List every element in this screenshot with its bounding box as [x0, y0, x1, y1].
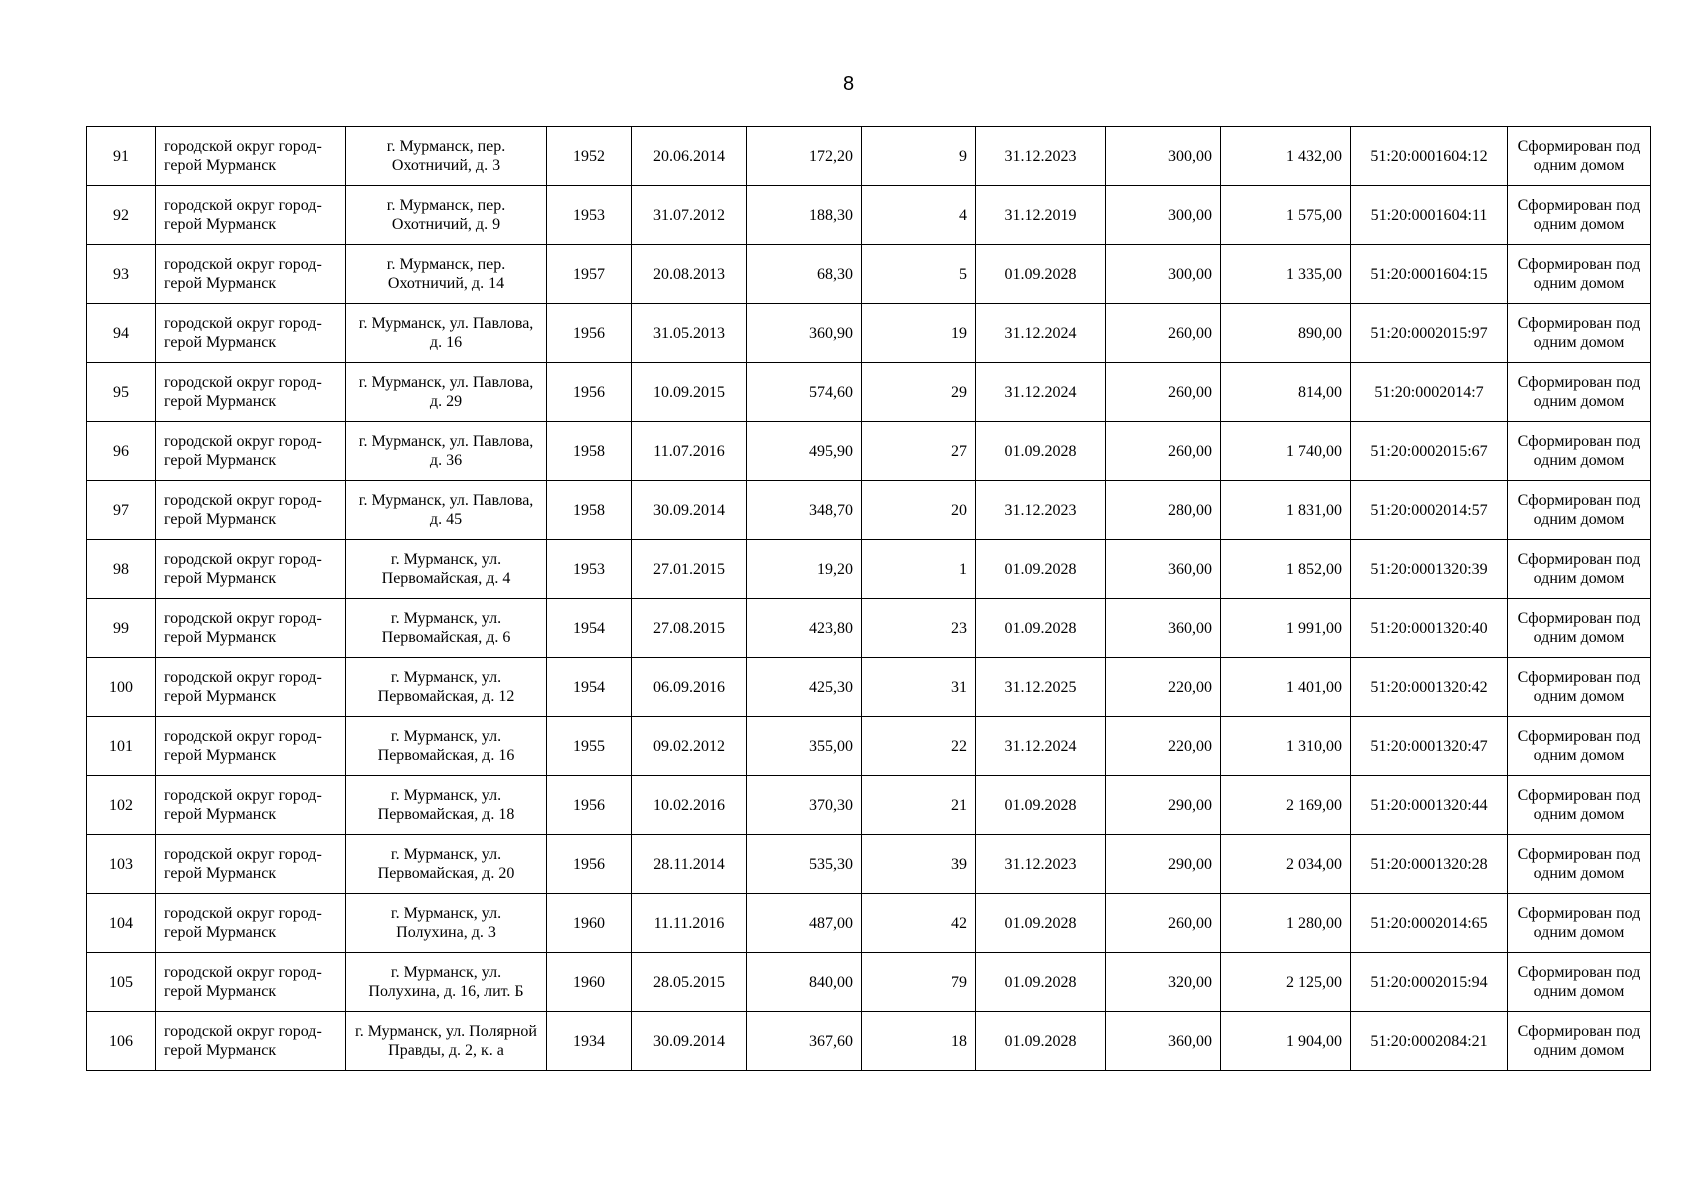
municipality-cell: городской округ город-герой Мурманск [156, 422, 346, 481]
residents-cell: 21 [862, 776, 976, 835]
area3-cell: 814,00 [1221, 363, 1351, 422]
deadline-cell: 31.12.2023 [976, 127, 1106, 186]
year-cell: 1956 [547, 835, 632, 894]
municipality-cell: городской округ город-герой Мурманск [156, 245, 346, 304]
area-cell: 370,30 [747, 776, 862, 835]
cadastral-number-cell: 51:20:0002015:67 [1351, 422, 1508, 481]
area3-cell: 1 831,00 [1221, 481, 1351, 540]
status-cell: Сформирован под одним домом [1508, 953, 1651, 1012]
table-row [87, 776, 1651, 835]
cadastral-number-cell: 51:20:0001604:12 [1351, 127, 1508, 186]
year-cell: 1958 [547, 422, 632, 481]
area3-cell: 2 169,00 [1221, 776, 1351, 835]
area3-cell: 890,00 [1221, 304, 1351, 363]
area2-cell: 320,00 [1106, 953, 1221, 1012]
date-cell: 20.08.2013 [632, 245, 747, 304]
table-row [87, 1012, 1651, 1071]
area3-cell: 1 432,00 [1221, 127, 1351, 186]
area-cell: 188,30 [747, 186, 862, 245]
table-row [87, 835, 1651, 894]
deadline-cell: 01.09.2028 [976, 1012, 1106, 1071]
area2-cell: 300,00 [1106, 245, 1221, 304]
residents-cell: 9 [862, 127, 976, 186]
area3-cell: 1 904,00 [1221, 1012, 1351, 1071]
area-cell: 367,60 [747, 1012, 862, 1071]
area-cell: 19,20 [747, 540, 862, 599]
area3-cell: 1 401,00 [1221, 658, 1351, 717]
deadline-cell: 01.09.2028 [976, 540, 1106, 599]
area-cell: 840,00 [747, 953, 862, 1012]
year-cell: 1956 [547, 776, 632, 835]
status-cell: Сформирован под одним домом [1508, 894, 1651, 953]
residents-cell: 1 [862, 540, 976, 599]
address-cell: г. Мурманск, пер. Охотничий, д. 14 [346, 245, 547, 304]
area2-cell: 300,00 [1106, 127, 1221, 186]
municipality-cell: городской округ город-герой Мурманск [156, 1012, 346, 1071]
status-cell: Сформирован под одним домом [1508, 481, 1651, 540]
area-cell: 172,20 [747, 127, 862, 186]
year-cell: 1955 [547, 717, 632, 776]
municipality-cell: городской округ город-герой Мурманск [156, 599, 346, 658]
deadline-cell: 31.12.2024 [976, 304, 1106, 363]
municipality-cell: городской округ город-герой Мурманск [156, 186, 346, 245]
area2-cell: 360,00 [1106, 599, 1221, 658]
municipality-cell: городской округ город-герой Мурманск [156, 363, 346, 422]
area2-cell: 260,00 [1106, 304, 1221, 363]
residents-cell: 22 [862, 717, 976, 776]
status-cell: Сформирован под одним домом [1508, 717, 1651, 776]
residents-cell: 31 [862, 658, 976, 717]
row-number: 96 [87, 422, 156, 481]
address-cell: г. Мурманск, ул. Полярной Правды, д. 2, к. а [346, 1012, 547, 1071]
cadastral-number-cell: 51:20:0002014:65 [1351, 894, 1508, 953]
date-cell: 28.11.2014 [632, 835, 747, 894]
table-row [87, 304, 1651, 363]
date-cell: 28.05.2015 [632, 953, 747, 1012]
residents-cell: 42 [862, 894, 976, 953]
address-cell: г. Мурманск, ул. Полухина, д. 16, лит. Б [346, 953, 547, 1012]
address-cell: г. Мурманск, ул. Первомайская, д. 18 [346, 776, 547, 835]
year-cell: 1934 [547, 1012, 632, 1071]
date-cell: 09.02.2012 [632, 717, 747, 776]
row-number: 104 [87, 894, 156, 953]
year-cell: 1958 [547, 481, 632, 540]
residents-cell: 19 [862, 304, 976, 363]
status-cell: Сформирован под одним домом [1508, 599, 1651, 658]
status-cell: Сформирован под одним домом [1508, 304, 1651, 363]
deadline-cell: 31.12.2024 [976, 717, 1106, 776]
date-cell: 11.07.2016 [632, 422, 747, 481]
year-cell: 1954 [547, 599, 632, 658]
area3-cell: 1 740,00 [1221, 422, 1351, 481]
area-cell: 425,30 [747, 658, 862, 717]
cadastral-number-cell: 51:20:0001604:15 [1351, 245, 1508, 304]
area2-cell: 220,00 [1106, 717, 1221, 776]
row-number: 106 [87, 1012, 156, 1071]
status-cell: Сформирован под одним домом [1508, 835, 1651, 894]
address-cell: г. Мурманск, ул. Первомайская, д. 16 [346, 717, 547, 776]
cadastral-number-cell: 51:20:0002014:57 [1351, 481, 1508, 540]
deadline-cell: 01.09.2028 [976, 776, 1106, 835]
date-cell: 30.09.2014 [632, 481, 747, 540]
table-row [87, 953, 1651, 1012]
address-cell: г. Мурманск, ул. Павлова, д. 36 [346, 422, 547, 481]
area2-cell: 300,00 [1106, 186, 1221, 245]
status-cell: Сформирован под одним домом [1508, 658, 1651, 717]
date-cell: 10.09.2015 [632, 363, 747, 422]
area-cell: 423,80 [747, 599, 862, 658]
row-number: 102 [87, 776, 156, 835]
year-cell: 1957 [547, 245, 632, 304]
cadastral-number-cell: 51:20:0002015:94 [1351, 953, 1508, 1012]
year-cell: 1953 [547, 186, 632, 245]
deadline-cell: 31.12.2024 [976, 363, 1106, 422]
municipality-cell: городской округ город-герой Мурманск [156, 776, 346, 835]
row-number: 97 [87, 481, 156, 540]
table-row [87, 481, 1651, 540]
address-cell: г. Мурманск, ул. Первомайская, д. 6 [346, 599, 547, 658]
table-row [87, 245, 1651, 304]
status-cell: Сформирован под одним домом [1508, 186, 1651, 245]
table-row [87, 717, 1651, 776]
residents-cell: 79 [862, 953, 976, 1012]
municipality-cell: городской округ город-герой Мурманск [156, 717, 346, 776]
area-cell: 348,70 [747, 481, 862, 540]
row-number: 93 [87, 245, 156, 304]
area3-cell: 1 991,00 [1221, 599, 1351, 658]
area3-cell: 1 280,00 [1221, 894, 1351, 953]
table-row [87, 422, 1651, 481]
row-number: 99 [87, 599, 156, 658]
residents-cell: 39 [862, 835, 976, 894]
cadastral-number-cell: 51:20:0001320:28 [1351, 835, 1508, 894]
status-cell: Сформирован под одним домом [1508, 540, 1651, 599]
address-cell: г. Мурманск, ул. Первомайская, д. 12 [346, 658, 547, 717]
year-cell: 1954 [547, 658, 632, 717]
status-cell: Сформирован под одним домом [1508, 363, 1651, 422]
area3-cell: 1 575,00 [1221, 186, 1351, 245]
area3-cell: 2 125,00 [1221, 953, 1351, 1012]
year-cell: 1960 [547, 894, 632, 953]
row-number: 91 [87, 127, 156, 186]
table-row [87, 894, 1651, 953]
year-cell: 1952 [547, 127, 632, 186]
area2-cell: 290,00 [1106, 776, 1221, 835]
table-row [87, 186, 1651, 245]
cadastral-number-cell: 51:20:0002014:7 [1351, 363, 1508, 422]
cadastral-number-cell: 51:20:0001604:11 [1351, 186, 1508, 245]
area2-cell: 290,00 [1106, 835, 1221, 894]
cadastral-number-cell: 51:20:0001320:39 [1351, 540, 1508, 599]
residents-cell: 18 [862, 1012, 976, 1071]
cadastral-number-cell: 51:20:0001320:42 [1351, 658, 1508, 717]
table-row [87, 127, 1651, 186]
municipality-cell: городской округ город-герой Мурманск [156, 304, 346, 363]
page-number: 8 [842, 73, 855, 95]
row-number: 98 [87, 540, 156, 599]
cadastral-number-cell: 51:20:0002015:97 [1351, 304, 1508, 363]
area-cell: 574,60 [747, 363, 862, 422]
residents-cell: 5 [862, 245, 976, 304]
address-cell: г. Мурманск, ул. Павлова, д. 45 [346, 481, 547, 540]
deadline-cell: 01.09.2028 [976, 422, 1106, 481]
date-cell: 27.01.2015 [632, 540, 747, 599]
area2-cell: 360,00 [1106, 1012, 1221, 1071]
area2-cell: 220,00 [1106, 658, 1221, 717]
area-cell: 487,00 [747, 894, 862, 953]
address-cell: г. Мурманск, ул. Полухина, д. 3 [346, 894, 547, 953]
residents-cell: 27 [862, 422, 976, 481]
deadline-cell: 01.09.2028 [976, 599, 1106, 658]
municipality-cell: городской округ город-герой Мурманск [156, 127, 346, 186]
cadastral-number-cell: 51:20:0001320:44 [1351, 776, 1508, 835]
area-cell: 495,90 [747, 422, 862, 481]
municipality-cell: городской округ город-герой Мурманск [156, 658, 346, 717]
row-number: 94 [87, 304, 156, 363]
registry-table [86, 126, 1651, 1071]
year-cell: 1953 [547, 540, 632, 599]
date-cell: 06.09.2016 [632, 658, 747, 717]
deadline-cell: 31.12.2023 [976, 835, 1106, 894]
year-cell: 1956 [547, 304, 632, 363]
status-cell: Сформирован под одним домом [1508, 245, 1651, 304]
cadastral-number-cell: 51:20:0002084:21 [1351, 1012, 1508, 1071]
table-row [87, 599, 1651, 658]
area3-cell: 1 310,00 [1221, 717, 1351, 776]
area2-cell: 260,00 [1106, 894, 1221, 953]
row-number: 92 [87, 186, 156, 245]
row-number: 95 [87, 363, 156, 422]
municipality-cell: городской округ город-герой Мурманск [156, 481, 346, 540]
deadline-cell: 01.09.2028 [976, 894, 1106, 953]
address-cell: г. Мурманск, пер. Охотничий, д. 9 [346, 186, 547, 245]
table-row [87, 658, 1651, 717]
residents-cell: 20 [862, 481, 976, 540]
status-cell: Сформирован под одним домом [1508, 1012, 1651, 1071]
residents-cell: 4 [862, 186, 976, 245]
date-cell: 11.11.2016 [632, 894, 747, 953]
municipality-cell: городской округ город-герой Мурманск [156, 835, 346, 894]
municipality-cell: городской округ город-герой Мурманск [156, 894, 346, 953]
date-cell: 10.02.2016 [632, 776, 747, 835]
area-cell: 535,30 [747, 835, 862, 894]
cadastral-number-cell: 51:20:0001320:40 [1351, 599, 1508, 658]
area3-cell: 1 335,00 [1221, 245, 1351, 304]
table-row [87, 540, 1651, 599]
row-number: 101 [87, 717, 156, 776]
area2-cell: 360,00 [1106, 540, 1221, 599]
residents-cell: 23 [862, 599, 976, 658]
address-cell: г. Мурманск, ул. Павлова, д. 29 [346, 363, 547, 422]
area2-cell: 260,00 [1106, 422, 1221, 481]
year-cell: 1960 [547, 953, 632, 1012]
date-cell: 31.07.2012 [632, 186, 747, 245]
year-cell: 1956 [547, 363, 632, 422]
row-number: 100 [87, 658, 156, 717]
address-cell: г. Мурманск, пер. Охотничий, д. 3 [346, 127, 547, 186]
address-cell: г. Мурманск, ул. Первомайская, д. 4 [346, 540, 547, 599]
area-cell: 360,90 [747, 304, 862, 363]
status-cell: Сформирован под одним домом [1508, 776, 1651, 835]
date-cell: 20.06.2014 [632, 127, 747, 186]
area-cell: 355,00 [747, 717, 862, 776]
cadastral-number-cell: 51:20:0001320:47 [1351, 717, 1508, 776]
area-cell: 68,30 [747, 245, 862, 304]
date-cell: 27.08.2015 [632, 599, 747, 658]
table-row [87, 363, 1651, 422]
deadline-cell: 31.12.2023 [976, 481, 1106, 540]
row-number: 103 [87, 835, 156, 894]
residents-cell: 29 [862, 363, 976, 422]
municipality-cell: городской округ город-герой Мурманск [156, 953, 346, 1012]
area3-cell: 1 852,00 [1221, 540, 1351, 599]
address-cell: г. Мурманск, ул. Первомайская, д. 20 [346, 835, 547, 894]
status-cell: Сформирован под одним домом [1508, 127, 1651, 186]
table-body [87, 127, 1651, 1071]
deadline-cell: 31.12.2019 [976, 186, 1106, 245]
area2-cell: 280,00 [1106, 481, 1221, 540]
deadline-cell: 01.09.2028 [976, 953, 1106, 1012]
status-cell: Сформирован под одним домом [1508, 422, 1651, 481]
date-cell: 31.05.2013 [632, 304, 747, 363]
deadline-cell: 01.09.2028 [976, 245, 1106, 304]
row-number: 105 [87, 953, 156, 1012]
deadline-cell: 31.12.2025 [976, 658, 1106, 717]
date-cell: 30.09.2014 [632, 1012, 747, 1071]
municipality-cell: городской округ город-герой Мурманск [156, 540, 346, 599]
area3-cell: 2 034,00 [1221, 835, 1351, 894]
address-cell: г. Мурманск, ул. Павлова, д. 16 [346, 304, 547, 363]
area2-cell: 260,00 [1106, 363, 1221, 422]
